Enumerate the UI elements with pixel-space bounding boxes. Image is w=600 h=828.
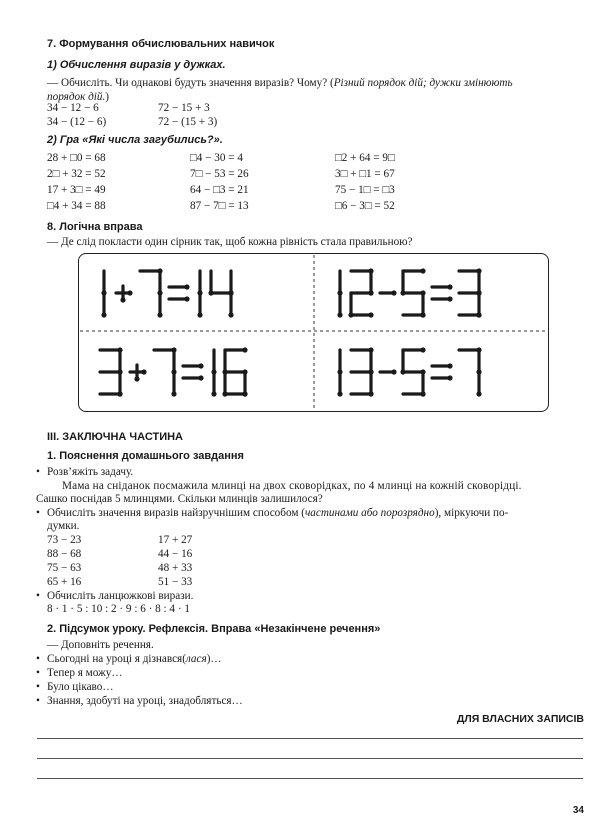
matchstick-equation-3 — [100, 347, 248, 396]
sentence-text: Сьогодні на уроці я дізнався( — [47, 653, 186, 665]
matchstick-head — [420, 391, 425, 396]
matchstick-head — [101, 312, 106, 317]
task-question — [47, 76, 513, 90]
matchstick-head — [198, 375, 203, 380]
game-equation: 75 − 1□ = □3 — [335, 184, 395, 196]
matchstick-head — [368, 312, 373, 317]
notes-title: ДЛЯ ВЛАСНИХ ЗАПИСІВ — [456, 713, 584, 725]
bullet-icon: • — [36, 507, 40, 519]
game-equation: □2 + 64 = 9□ — [335, 152, 395, 164]
bullet-icon: • — [36, 667, 40, 679]
matchstick-head — [447, 284, 452, 289]
calc-expression: 73 − 23 — [47, 534, 82, 546]
bullet-icon: • — [36, 695, 40, 707]
section-8-title: 8. Логічна вправа — [47, 221, 143, 233]
matchstick-head — [197, 312, 202, 317]
subsection-2-title: 2) Гра «Які числа загубились?». — [47, 134, 223, 146]
matchstick-head — [134, 376, 139, 381]
chain-expression: 8 · 1 · 5 : 10 : 2 · 9 : 6 · 8 : 4 · 1 — [47, 603, 190, 615]
expression: 34 − (12 − 6) — [47, 116, 107, 128]
task-hint: Різний порядок дій; дужки змінюють — [333, 77, 513, 89]
notes-line — [37, 778, 583, 779]
sentence-start: Тепер я можу… — [47, 667, 123, 679]
game-equation: 64 − □3 = 21 — [190, 184, 249, 196]
game-equation: 7□ − 53 = 26 — [190, 168, 249, 180]
matchstick-equation-2 — [337, 268, 481, 317]
bullet-text-part: ), міркуючи по- — [434, 507, 509, 519]
expression: 72 − 15 + 3 — [158, 102, 210, 114]
game-equation: 28 + □0 = 68 — [47, 152, 106, 164]
expression: 34 − 12 − 6 — [47, 102, 99, 114]
matchstick-head — [391, 290, 396, 295]
matchstick-head — [337, 391, 342, 396]
matchstick-head — [368, 391, 373, 396]
sentence-ending: лася — [185, 653, 207, 665]
matchstick-head — [171, 391, 176, 396]
logic-question: — Де слід покласти один сірник так, щоб кожна рівність стала правильною? — [47, 236, 413, 248]
matchstick-head — [476, 391, 481, 396]
game-equation: □4 − 30 = 4 — [190, 152, 243, 164]
bullet-hint: частинами або порозрядно — [304, 507, 435, 519]
bullet-text-part: Обчисліть значення виразів найзручнішим способом ( — [47, 507, 305, 519]
sentence-start: Знання, здобуті на уроці, знадобляться… — [47, 695, 243, 707]
bullet-icon: • — [36, 681, 40, 693]
summary-task: — Доповніть речення. — [47, 639, 154, 651]
matchstick-head — [184, 296, 189, 301]
game-equation: 17 + 3□ = 49 — [47, 184, 106, 196]
bullet-icon: • — [36, 590, 40, 602]
matchstick-head — [420, 268, 425, 273]
bullet-icon: • — [36, 466, 40, 478]
matchstick-head — [117, 391, 122, 396]
bullet-text-cont: думки. — [47, 520, 80, 532]
matchstick-head — [198, 363, 203, 368]
matchstick-head — [420, 347, 425, 352]
calc-expression: 51 − 33 — [158, 576, 193, 588]
page-number: 34 — [572, 805, 584, 816]
matchstick-head — [184, 284, 189, 289]
notes-line — [37, 738, 583, 739]
task-hint-close: ) — [105, 91, 110, 103]
bullet-text: Обчисліть ланцюжкові вирази. — [47, 590, 194, 602]
subsection-1-title: 1) Обчислення виразів у дужках. — [47, 59, 226, 71]
matchstick-figure — [78, 253, 550, 413]
calc-expression: 17 + 27 — [158, 534, 193, 546]
matchstick-head — [476, 312, 481, 317]
problem-text: Сашко поснідав 5 млинцями. Скільки млинців залишилося? — [36, 493, 323, 505]
bullet-text: Розв’яжіть задачу. — [47, 466, 134, 478]
calc-expression: 88 − 68 — [47, 548, 82, 560]
matchstick-equation-4 — [337, 347, 481, 396]
problem-text: Мама на сніданок посмажила млинці на двох сковорідках, по 4 млинці на кожній сковорідці. — [62, 480, 522, 492]
matchstick-head — [368, 290, 373, 295]
sentence-text: )… — [206, 653, 222, 665]
game-equation: □4 + 34 = 88 — [47, 200, 106, 212]
calc-expression: 44 − 16 — [158, 548, 193, 560]
sentence-start: Було цікаво… — [47, 681, 114, 693]
notes-line — [37, 758, 583, 759]
game-equation: 87 − 7□ = 13 — [190, 200, 249, 212]
bullet-icon: • — [36, 653, 40, 665]
matchstick-head — [127, 290, 132, 295]
section-3-title: III. ЗАКЛЮЧНА ЧАСТИНА — [47, 431, 184, 443]
matchstick-equation-1 — [101, 268, 233, 317]
sentence-start — [47, 652, 222, 666]
task-question-text: — Обчисліть. Чи однакові будуть значення виразів? Чому? ( — [47, 77, 334, 89]
homework-title: 1. Пояснення домашнього завдання — [47, 450, 244, 462]
matchstick-head — [228, 312, 233, 317]
matchstick-head — [242, 391, 247, 396]
summary-title: 2. Підсумок уроку. Рефлексія. Вправа «Незакінчене речення» — [47, 623, 381, 635]
matchstick-head — [157, 312, 162, 317]
section-7-title: 7. Формування обчислювальних навичок — [47, 38, 275, 50]
calc-expression: 48 + 33 — [158, 562, 193, 574]
game-equation: 3□ + □1 = 67 — [335, 168, 395, 180]
matchstick-head — [337, 312, 342, 317]
expression: 72 − (15 + 3) — [158, 116, 218, 128]
matchstick-head — [141, 369, 146, 374]
task-hint-2: порядок дій. — [47, 91, 106, 103]
game-equation: □6 − 3□ = 52 — [335, 200, 395, 212]
matchstick-head — [420, 312, 425, 317]
matchstick-head — [211, 391, 216, 396]
matchstick-head — [242, 347, 247, 352]
matchstick-head — [447, 375, 452, 380]
bullet-text — [47, 506, 508, 520]
game-equation: 2□ + 32 = 52 — [47, 168, 106, 180]
calc-expression: 75 − 63 — [47, 562, 82, 574]
calc-expression: 65 + 16 — [47, 576, 82, 588]
matchstick-head — [391, 369, 396, 374]
matchstick-head — [447, 363, 452, 368]
matchstick-head — [447, 296, 452, 301]
matchstick-head — [120, 297, 125, 302]
